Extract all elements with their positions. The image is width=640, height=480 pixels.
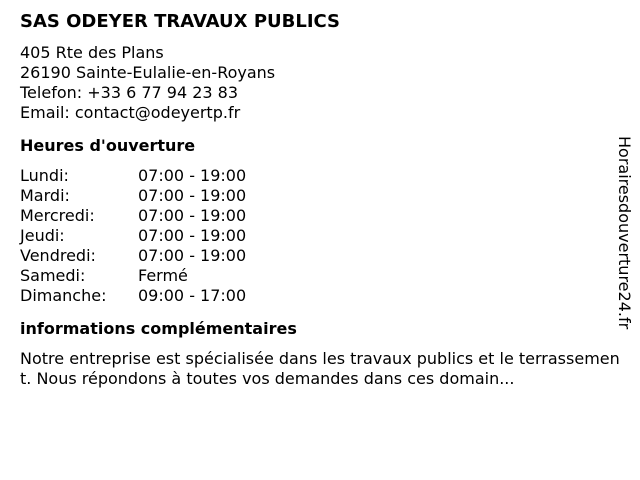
contact-block <box>20 43 620 123</box>
company-name: SAS ODEYER TRAVAUX PUBLICS <box>20 11 341 32</box>
day-hours: Fermé <box>138 266 188 285</box>
day-label: Jeudi: <box>20 226 65 245</box>
hours-row-monday <box>20 166 620 186</box>
hours-row-wednesday <box>20 206 620 226</box>
info-title: informations complémentaires <box>20 319 297 338</box>
day-hours: 07:00 - 19:00 <box>138 166 247 185</box>
business-card <box>20 10 620 389</box>
hours-row-thursday <box>20 226 620 246</box>
hours-row-sunday <box>20 286 620 306</box>
day-label: Lundi: <box>20 166 69 185</box>
hours-row-tuesday <box>20 186 620 206</box>
city-address: 26190 Sainte-Eulalie-en-Royans <box>20 63 276 82</box>
phone-number[interactable]: Telefon: +33 6 77 94 23 83 <box>20 83 239 102</box>
day-label: Mardi: <box>20 186 70 205</box>
day-hours: 09:00 - 17:00 <box>138 286 247 305</box>
hours-table <box>20 166 620 306</box>
hours-row-saturday <box>20 266 620 286</box>
street-address: 405 Rte des Plans <box>20 43 164 62</box>
day-label: Dimanche: <box>20 286 107 305</box>
email-address[interactable]: Email: contact@odeyertp.fr <box>20 103 241 122</box>
info-description: Notre entreprise est spécialisée dans les travaux publics et le terrassement. Nous répondons à toutes vos demandes dans ces domain... <box>20 349 620 388</box>
day-hours: 07:00 - 19:00 <box>138 186 247 205</box>
day-label: Vendredi: <box>20 246 96 265</box>
day-hours: 07:00 - 19:00 <box>138 206 247 225</box>
day-hours: 07:00 - 19:00 <box>138 246 247 265</box>
hours-title: Heures d'ouverture <box>20 136 196 155</box>
day-label: Mercredi: <box>20 206 95 225</box>
day-label: Samedi: <box>20 266 86 285</box>
hours-row-friday <box>20 246 620 266</box>
site-watermark: Horairesdouverture24.fr <box>615 136 634 330</box>
day-hours: 07:00 - 19:00 <box>138 226 247 245</box>
